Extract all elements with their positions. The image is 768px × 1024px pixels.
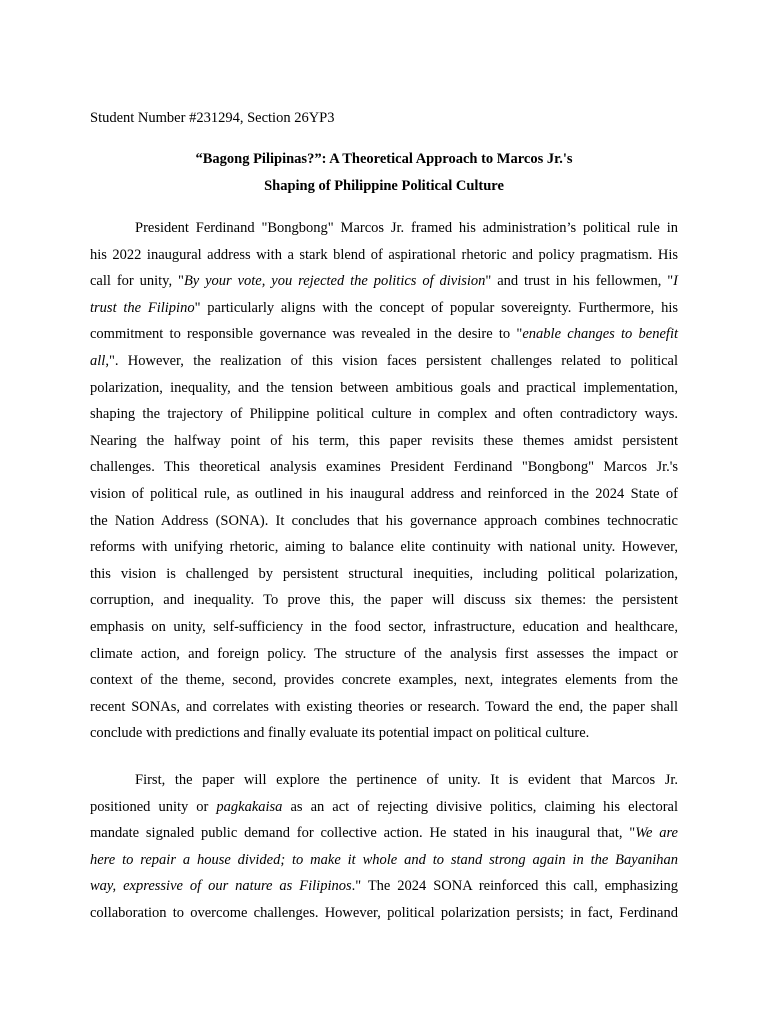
paragraph-1-line [90, 458, 678, 476]
text-run: reforms with unifying rhetoric, aiming to balance elite continuity with national unity. However, [90, 539, 678, 556]
paragraph-1-line [90, 246, 678, 264]
paragraph-1-line [90, 352, 678, 370]
text-run: positioned unity or [90, 798, 217, 815]
paragraph-1-line [135, 219, 678, 237]
text-run: First, the paper will explore the pertinence of unity. It is evident that Marcos Jr. [135, 772, 678, 788]
student-info-line: Student Number #231294, Section 26YP3 [90, 110, 335, 126]
paragraph-1-line [90, 538, 678, 556]
paragraph-1-line [90, 485, 678, 503]
paragraph-2-line [135, 771, 678, 789]
text-run: context of the theme, second, provides concrete examples, next, integrates elements from the [90, 672, 678, 689]
paragraph-2-line [90, 851, 678, 869]
text-run: conclude with predictions and finally evaluate its potential impact on political culture. [90, 725, 590, 742]
paragraph-2-line [90, 798, 678, 816]
text-run: vision of political rule, as outlined in his inaugural address and reinforced in the 2024 State of [90, 486, 678, 502]
text-run: as an act of rejecting divisive politics, claiming his electoral [282, 798, 678, 815]
text-run: challenges. This theoretical analysis examines President Ferdinand "Bongbong" Marcos Jr.'s [90, 459, 678, 476]
text-run: polarization, inequality, and the tension between ambitious goals and practical implementation, [90, 379, 678, 396]
text-run: corruption, and inequality. To prove this, the paper will discuss six themes: the persistent [90, 592, 678, 609]
italic-quote-text: all [90, 353, 106, 369]
paragraph-2-line [90, 824, 678, 842]
paragraph-1-line [90, 512, 678, 530]
text-run: climate action, and foreign policy. The structure of the analysis first assesses the impact or [90, 645, 678, 662]
paragraph-1-line [90, 272, 678, 290]
paragraph-1-line [90, 645, 678, 663]
paragraph-1-line [90, 405, 678, 423]
italic-quote-text: enable changes to benefit [522, 326, 678, 343]
paragraph-1-line [90, 698, 678, 716]
text-run: ,". However, the realization of this vision faces persistent challenges related to political [105, 353, 678, 369]
italic-quote-text: By your vote, you rejected the politics of division [183, 273, 486, 290]
paragraph-1-line [90, 724, 678, 742]
paragraph-1-line [90, 671, 678, 689]
text-run: mandate signaled public demand for collective action. He stated in his inaugural that, " [90, 825, 636, 842]
paragraph-1-line [90, 618, 678, 636]
text-run: collaboration to overcome challenges. However, political polarization persists; in fact, Ferdinand [90, 905, 678, 921]
text-run: President Ferdinand "Bongbong" Marcos Jr. framed his administration’s political rule in [135, 220, 678, 236]
text-run: " and trust in his fellowmen, " [485, 273, 674, 290]
italic-quote-text: I [673, 273, 679, 290]
text-run: the Nation Address (SONA). It concludes that his governance approach combines technocratic [90, 512, 678, 529]
paragraph-1-line [90, 432, 678, 450]
paragraph-1-line [90, 299, 678, 317]
paragraph-1-line [90, 591, 678, 609]
text-run: commitment to responsible governance was revealed in the desire to " [90, 326, 523, 343]
paragraph-1-line [90, 325, 678, 343]
paragraph-1-line [90, 379, 678, 397]
text-run: " particularly aligns with the concept of popular sovereignty. Furthermore, his [194, 299, 678, 316]
text-run: this vision is challenged by persistent structural inequities, including political polarization, [90, 565, 678, 582]
title-line-1: “Bagong Pilipinas?”: A Theoretical Approach to Marcos Jr.'s [195, 151, 573, 167]
paragraph-2-line [90, 904, 678, 922]
text-run: recent SONAs, and correlates with existing theories or research. Toward the end, the paper shall [90, 698, 678, 715]
italic-quote-text: trust the Filipino [90, 299, 195, 316]
italic-quote-text: way, expressive of our nature as Filipinos [90, 878, 352, 895]
italic-quote-text: pagkakaisa [216, 798, 283, 815]
paragraph-2-line [90, 877, 678, 895]
italic-quote-text: here to repair a house divided; to make it whole and to stand strong again in the Bayanihan [90, 851, 678, 868]
text-run: emphasis on unity, self-sufficiency in the food sector, infrastructure, education and healthcare, [90, 619, 678, 635]
title-line-2: Shaping of Philippine Political Culture [264, 178, 504, 194]
text-run: shaping the trajectory of Philippine political culture in complex and often contradictory ways. [90, 406, 678, 423]
text-run: Nearing the halfway point of his term, this paper revisits these themes amidst persistent [90, 432, 678, 449]
text-run: call for unity, " [90, 273, 184, 290]
italic-quote-text: We are [635, 825, 678, 842]
paragraph-1-line [90, 565, 678, 583]
text-run: ." The 2024 SONA reinforced this call, emphasizing [351, 878, 678, 895]
text-run: his 2022 inaugural address with a stark blend of aspirational rhetoric and policy pragmatism. His [90, 246, 678, 263]
